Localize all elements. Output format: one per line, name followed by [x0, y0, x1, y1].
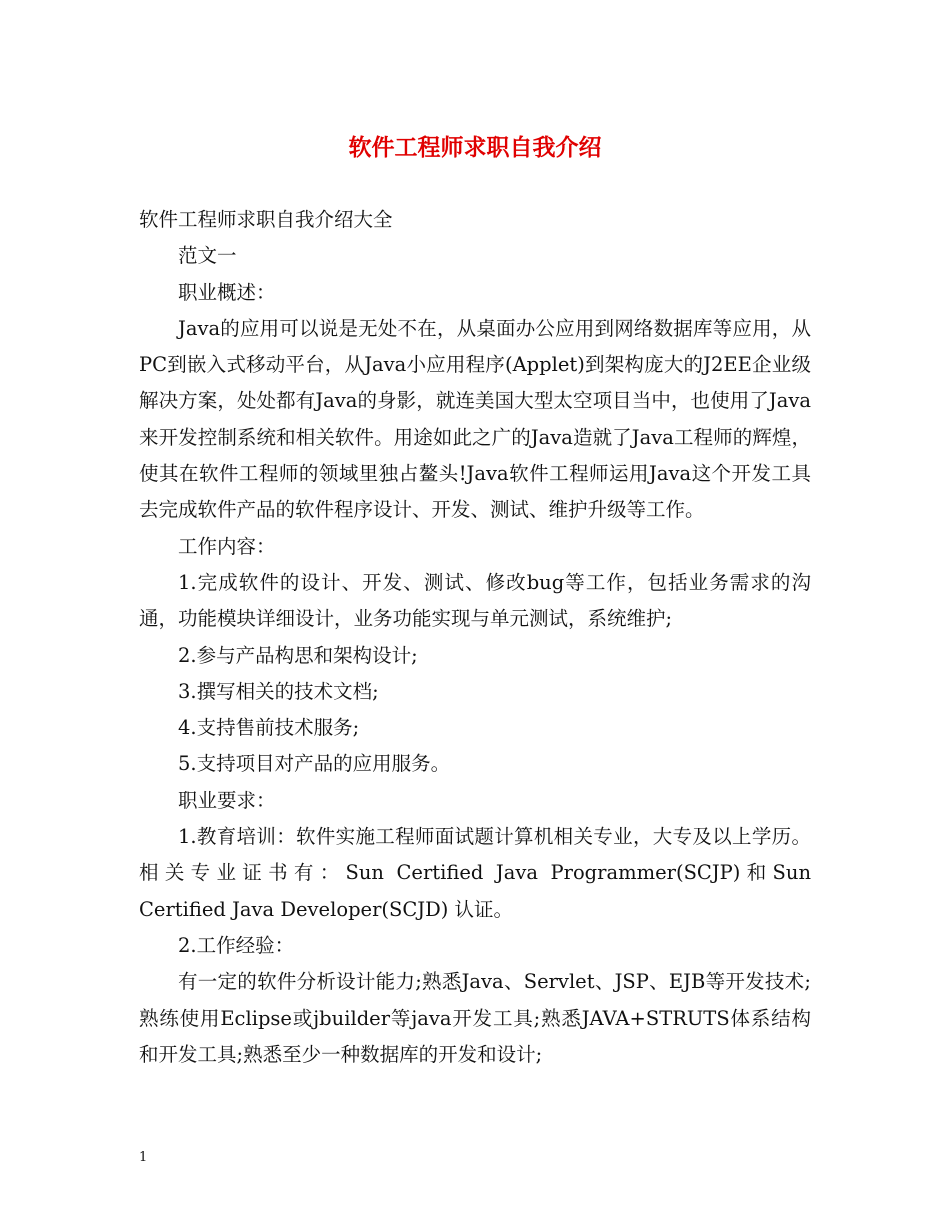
paragraph-section-overview: 职业概述： — [178, 280, 276, 304]
page-number: 1 — [139, 1150, 148, 1165]
document-body — [139, 202, 811, 1073]
paragraph-requirement-2: 2.工作经验： — [178, 933, 295, 957]
paragraph-section-requirements: 职业要求： — [178, 788, 276, 812]
page-title: 软件工程师求职自我介绍 — [348, 134, 602, 161]
paragraph-work-item-4: 4.支持售前技术服务; — [178, 716, 360, 740]
paragraph-work-item-5: 5.支持项目对产品的应用服务。 — [178, 752, 451, 776]
paragraph-work-item-2: 2.参与产品构思和架构设计; — [178, 643, 418, 667]
paragraph-requirement-1: 1.教育培训：软件实施工程师面试题计算机相关专业，大专及以上学历。相关专业证书有：Sun Certified Java Programmer(SCJP)和Sun Certified Java Developer(SCJD) 认证。 — [139, 825, 811, 921]
paragraph-section-work: 工作内容： — [178, 534, 276, 558]
paragraph-work-item-3: 3.撰写相关的技术文档; — [178, 679, 379, 703]
paragraph-heading: 软件工程师求职自我介绍大全 — [139, 208, 393, 231]
paragraph-sample-label: 范文一 — [178, 244, 237, 268]
paragraph-experience-text: 有一定的软件分析设计能力;熟悉Java、Servlet、JSP、EJB等开发技术;熟练使用Eclipse或jbuilder等java开发工具;熟悉JAVA+STRUTS体系结构和开发工具;熟悉至少一种数据库的开发和设计; — [139, 970, 811, 1066]
paragraph-overview-text: Java的应用可以说是无处不在，从桌面办公应用到网络数据库等应用，从PC到嵌入式移动平台，从Java小应用程序(Applet)到架构庞大的J2EE企业级解决方案，处处都有Java的身影，就连美国大型太空项目当中，也使用了Java来开发控制系统和相关软件。用途如此之广的Java造就了Java工程师的辉煌，使其在软件工程师的领域里独占鳌头!Java软件工程师运用Java这个开发工具去完成软件产品的软件程序设计、开发、测试、维护升级等工作。 — [139, 316, 811, 522]
paragraph-work-item-1: 1.完成软件的设计、开发、测试、修改bug等工作，包括业务需求的沟通，功能模块详细设计，业务功能实现与单元测试，系统维护; — [139, 570, 811, 631]
